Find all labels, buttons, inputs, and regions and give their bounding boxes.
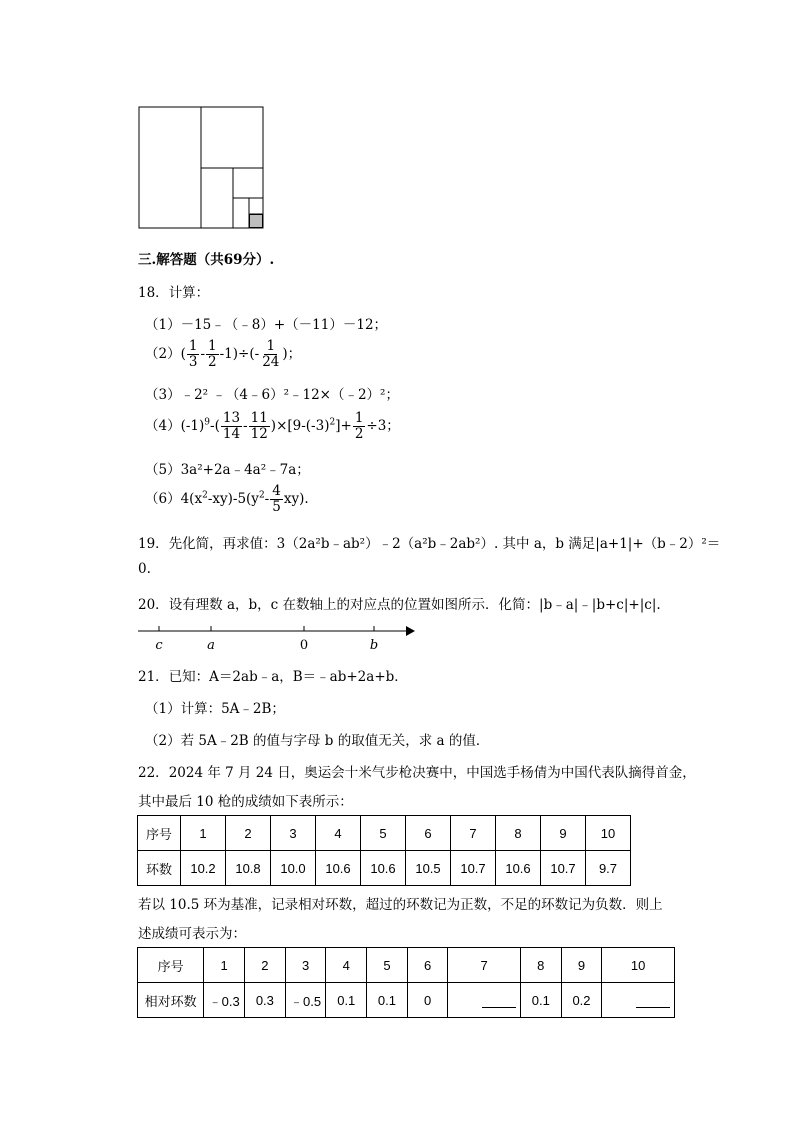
question-19: 19．先化简，再求值：3（2a²b﹣ab²）﹣2（a²b﹣2ab²）. 其中 a，b 满足|a+1|+（b﹣2）²＝ — [138, 536, 721, 552]
question-22: 22．2024 年 7 月 24 日，奥运会十米气步枪决赛中，中国选手杨倩为中国代表队摘得首金， — [138, 765, 696, 781]
table-row: 序号 1 2 3 4 5 6 7 8 9 10 — [138, 948, 675, 983]
table-row: 环数 10.2 10.8 10.0 10.6 10.6 10.5 10.7 10.6 10.7 9.7 — [138, 851, 631, 886]
relative-score-table — [137, 947, 675, 1018]
question-19-line2: 0. — [138, 561, 151, 577]
question-22-line2: 其中最后 10 枪的成绩如下表所示： — [138, 794, 353, 810]
shaded-square — [250, 215, 263, 228]
q18-part-4: $(4)(-1)^9-$( $\frac{13}{14}$ - $\frac{11}{12}$ )$\times[9-(-3)^2]+$ $\frac{1}{2}$ ÷3； — [145, 410, 400, 442]
question-18: 18．计算： — [138, 285, 210, 301]
table-row: 相对环数 ﹣0.3 0.3 ﹣0.5 0.1 0.1 0 0.1 0.2 — [138, 983, 675, 1018]
q18-part-6: $(6)4(x^2-xy)-5(y^2-$ $\frac{4}{5}$ xy). — [145, 483, 309, 515]
q18-part-1: （1）－15﹣（﹣8）+（－11）－12； — [145, 317, 388, 333]
question-22-line3: 若以 10.5 环为基准，记录相对环数，超过的环数记为正数，不足的环数记为负数．则上 — [138, 897, 663, 913]
label-c: c — [155, 638, 163, 653]
table-row: 序号 1 2 3 4 5 6 7 8 9 10 — [138, 816, 631, 851]
question-22-line4: 述成绩可表示为： — [138, 926, 246, 942]
score-table — [137, 815, 631, 886]
q18-part-5: （5）3a²+2a﹣4a²﹣7a； — [145, 462, 310, 478]
q18-part-3: （3）﹣2² ﹣（4﹣6）²﹣12×（﹣2）²； — [145, 387, 399, 403]
question-20: 20．设有理数 a，b，c 在数轴上的对应点的位置如图所示．化简：|b﹣a|﹣|b+c|+|c|. — [138, 597, 661, 613]
square-dissection-figure — [138, 106, 266, 230]
arrow-head — [406, 626, 415, 636]
answer-blank-7[interactable] — [448, 983, 521, 1018]
number-line — [136, 620, 418, 654]
answer-blank-10[interactable] — [602, 983, 675, 1018]
q21-part-1: （1）计算：5A﹣2B； — [145, 701, 285, 717]
label-b: b — [369, 638, 379, 653]
label-a: a — [207, 638, 215, 653]
q18-part-2: （2）( $\frac{1}{3}$ - $\frac{1}{2}$ -1)÷(- $\frac{1}{24}$ )； — [145, 338, 302, 370]
label-zero: 0 — [299, 638, 309, 653]
q21-part-2: （2）若 5A﹣2B 的值与字母 b 的取值无关，求 a 的值． — [145, 733, 490, 749]
section-title: 三.解答题（共69分）. — [138, 252, 275, 268]
question-21: 21．已知：A＝2ab﹣a，B＝﹣ab+2a+b． — [138, 669, 408, 685]
